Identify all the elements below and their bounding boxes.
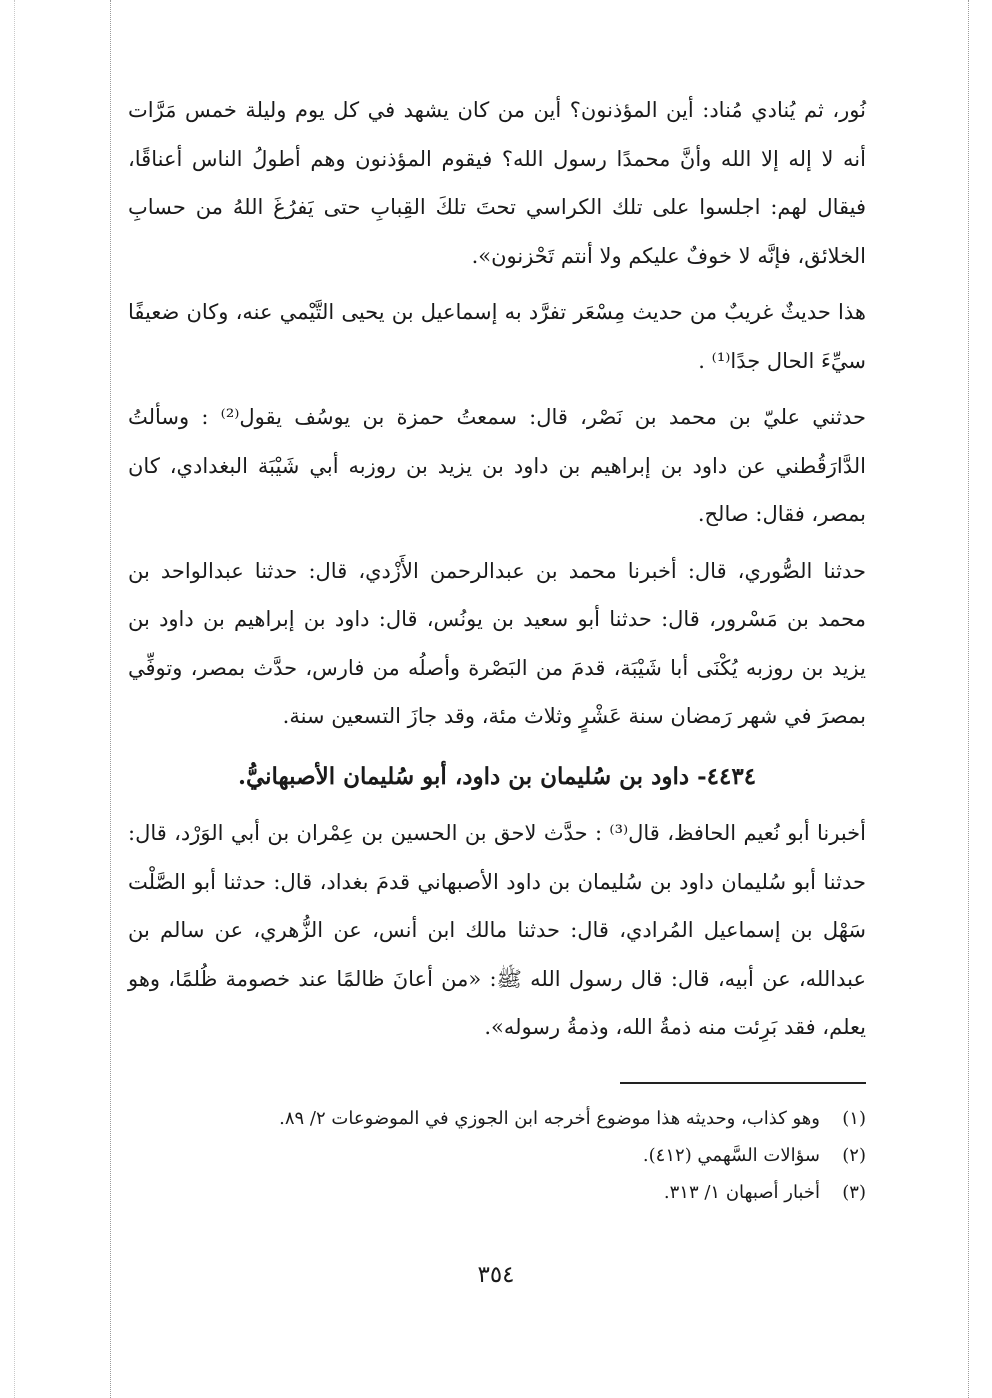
footnote-text: وهو كذاب، وحديثه هذا موضوع أخرجه ابن الجوزي في الموضوعات ٢/ ٨٩. bbox=[279, 1108, 820, 1129]
entry-heading: ٤٤٣٤- داود بن سُليمان بن داود، أبو سُليمان الأصبهانيُّ. bbox=[237, 762, 757, 790]
footnote-3 bbox=[128, 1174, 866, 1211]
scan-edge-dotted-line bbox=[14, 0, 15, 1398]
footnote-text: سؤالات السَّهمي (٤١٢). bbox=[642, 1145, 820, 1166]
footnote-number: (٣) bbox=[842, 1182, 866, 1203]
paragraph-1: نُور، ثم يُنادي مُناد: أين المؤذنون؟ أين من كان يشهد في كل يوم وليلة خمس مَرَّات أنه لا إله إلا الله وأنَّ محمدًا رسول الله؟ فيقوم المؤذنون وهم أطولُ الناس أعناقًا، فيقال لهم: اجلسوا على تلك الكراسي تحتَ تلكَ القِبابِ حتى يَفرُغَ اللهُ من حسابِ الخلائق، فإنَّه لا خوفٌ عليكم ولا أنتم تَحْزنون». bbox=[128, 98, 866, 268]
page-number: ٣٥٤ bbox=[477, 1262, 515, 1288]
footnote-text: أخبار أصبهان ١/ ٣١٣. bbox=[663, 1182, 820, 1203]
footnote-number: (١) bbox=[842, 1108, 866, 1129]
paragraph-4: حدثنا الصُّوري، قال: أخبرنا محمد بن عبدالرحمن الأَزْدي، قال: حدثنا عبدالواحد بن محمد بن مَسْرور، قال: حدثنا أبو سعيد بن يونُس، قال: داود بن إبراهيم بن داود بن يزيد بن روزبه يُكْنَى أبا شَيْبَة، قدمَ من البَصْرة وأصلُه من فارس، حدَّث بمصر، وتوفِّي بمصرَ في شهر رَمضان سنة عَشْرٍ وثلاث مئة، وقد جازَ التسعين سنة. bbox=[128, 558, 866, 728]
paragraph-5: أخبرنا أبو نُعيم الحافظ، قال⁽³⁾ : حدَّث لاحق بن الحسين بن عِمْران بن أبي الوَرْد، قال: حدثنا أبو سُليمان داود بن سُليمان بن داود الأصبهاني قدمَ بغداد، قال: حدثنا أبو الصَّلْت سَهْل بن إسماعيل المُرادي، قال: حدثنا مالك ابن أنس، عن الزُّهري، عن سالم بن عبدالله، عن أبيه، قال: قال رسول الله ﷺ: «من أعانَ ظالمًا عند خصومة ظُلمًا، وهو يعلم، فقد بَرِئت منه ذمةُ الله، وذمةُ رسوله». bbox=[128, 821, 866, 1039]
footnotes bbox=[128, 1100, 866, 1211]
right-margin-dotted-line bbox=[968, 0, 969, 1398]
left-margin-dotted-line bbox=[110, 0, 111, 1398]
footnote-1 bbox=[128, 1100, 866, 1137]
footnote-separator bbox=[620, 1082, 866, 1084]
footnote-number: (٢) bbox=[842, 1145, 866, 1166]
paragraph-3: حدثني عليّ بن محمد بن نَصْر، قال: سمعتُ حمزة بن يوسُف يقول⁽²⁾ : وسألتُ الدَّارَقُطني عن داود بن إبراهيم بن داود بن يزيد بن روزبه أبي شَيْبَة البغدادي، كان بمصر، فقال: صالح. bbox=[128, 405, 866, 526]
main-text bbox=[128, 86, 866, 1052]
paragraph-2: هذا حديثٌ غريبٌ من حديث مِسْعَر تفرَّد به إسماعيل بن يحيى التَّيْمي عنه، وكان ضعيفًا سيِّءَ الحال جدًا⁽¹⁾ . bbox=[128, 300, 866, 373]
footnote-2 bbox=[128, 1137, 866, 1174]
